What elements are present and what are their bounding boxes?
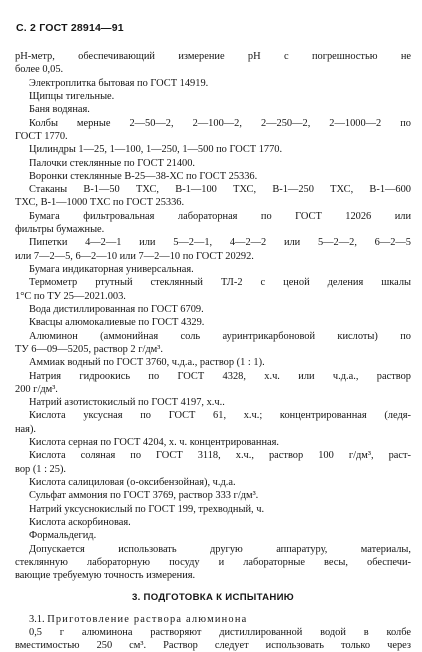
body-text — [15, 50, 411, 652]
text-line: Аммиак водный по ГОСТ 3760, ч.д.а., раствор (1 : 1). — [29, 357, 265, 369]
text-line: Натрий уксуснокислый по ГОСТ 199, трехводный, ч. — [29, 503, 265, 515]
page-header — [16, 22, 124, 34]
text-line: ТХС, В-1—1000 ТХС по ГОСТ 25336. — [15, 197, 185, 209]
text-line: Баня водяная. — [29, 104, 90, 116]
text-line: вместимостью 250 см³. Раствор следует использовать только через — [15, 640, 411, 652]
subsection-number: 3.1. — [29, 613, 45, 625]
subsection-text — [15, 626, 411, 652]
text-line: Вода дистиллированная по ГОСТ 6709. — [29, 303, 204, 315]
text-line: ГОСТ 1770. — [15, 130, 68, 142]
document-code: ГОСТ 28914—91 — [39, 22, 124, 34]
text-line: Алюминон (аммонийная соль ауринтрикарбоновой кислоты) по — [29, 330, 411, 342]
text-line: вающие требуемую точность измерения. — [15, 570, 196, 582]
text-line: Формальдегид. — [29, 530, 97, 542]
text-line: Бумага фильтровальная лабораторная по ГОСТ 12026 или — [29, 210, 411, 222]
text-line: Натрий азотистокислый по ГОСТ 4197, х.ч.. — [29, 397, 225, 409]
text-line: Пипетки 4—2—1 или 5—2—1, 4—2—2 или 5—2—2, 6—2—5 — [29, 237, 411, 249]
text-line: Электроплитка бытовая по ГОСТ 14919. — [29, 77, 209, 89]
apparatus-list — [15, 50, 411, 583]
text-line: Натрия гидроокись по ГОСТ 4328, х.ч. или ч.д.а., раствор — [29, 370, 411, 382]
text-line: Стаканы В-1—50 ТХС, В-1—100 ТХС, В-1—250 ТХС, В-1—600 — [29, 184, 411, 196]
text-line: Палочки стеклянные по ГОСТ 21400. — [29, 157, 196, 169]
text-line: ная). — [15, 423, 37, 435]
text-line: или 7—2—5, 6—2—10 или 7—2—10 по ГОСТ 20292. — [15, 250, 254, 262]
text-line: Кислота серная по ГОСТ 4204, х. ч. концентрированная. — [29, 437, 280, 449]
text-line: 1°С по ТУ 25—2021.003. — [15, 290, 126, 302]
text-line: Цилиндры 1—25, 1—100, 1—250, 1—500 по ГОСТ 1770. — [29, 144, 283, 156]
text-line: Сульфат аммония по ГОСТ 3769, раствор 333 г/дм³. — [29, 490, 259, 502]
text-line: Кислота соляная по ГОСТ 3118, х.ч., раствор 100 г/дм³, раст- — [29, 450, 411, 462]
text-line: Щипцы тигельные. — [29, 90, 115, 102]
section-heading: 3. ПОДГОТОВКА К ИСПЫТАНИЮ — [131, 591, 294, 603]
text-line: Кислота уксусная по ГОСТ 61, х.ч.; концентрированная (ледя- — [29, 410, 411, 422]
text-line: стеклянную лабораторную посуду и лабораторные весы, обеспечи- — [15, 556, 411, 568]
text-line: 0,5 г алюминона растворяют дистиллированной водой в колбе — [29, 626, 411, 638]
text-line: Квасцы алюмокалиевые по ГОСТ 4329. — [29, 317, 205, 329]
text-line: рН-метр, обеспечивающий измерение рН с погрешностью не — [15, 51, 411, 62]
text-line: ТУ 6—09—5205, раствор 2 г/дм³. — [15, 343, 163, 355]
subsection-title: Приготовление раствора алюминона — [47, 613, 248, 625]
text-line: Кислота салициловая (о-оксибензойная), ч.д.а. — [29, 477, 236, 488]
text-line: более 0,05. — [15, 64, 64, 76]
text-line: Колбы мерные 2—50—2, 2—100—2, 2—250—2, 2—1000—2 по — [29, 117, 411, 129]
text-line: Допускается использовать другую аппаратуру, материалы, — [29, 543, 411, 555]
text-line: 200 г/дм³. — [15, 383, 58, 395]
subsection-title-line — [15, 613, 411, 626]
text-line: Воронки стеклянные В-25—38-ХС по ГОСТ 25336. — [29, 170, 258, 182]
text-line: Термометр ртутный стеклянный ТЛ-2 с ценой деления шкалы — [29, 277, 411, 289]
text-line: Бумага индикаторная универсальная. — [29, 264, 194, 275]
text-line: Кислота аскорбиновая. — [29, 516, 131, 528]
text-line: фильтры бумажные. — [15, 224, 105, 236]
page-number: С. 2 — [16, 22, 37, 34]
text-line: вор (1 : 25). — [15, 463, 67, 475]
